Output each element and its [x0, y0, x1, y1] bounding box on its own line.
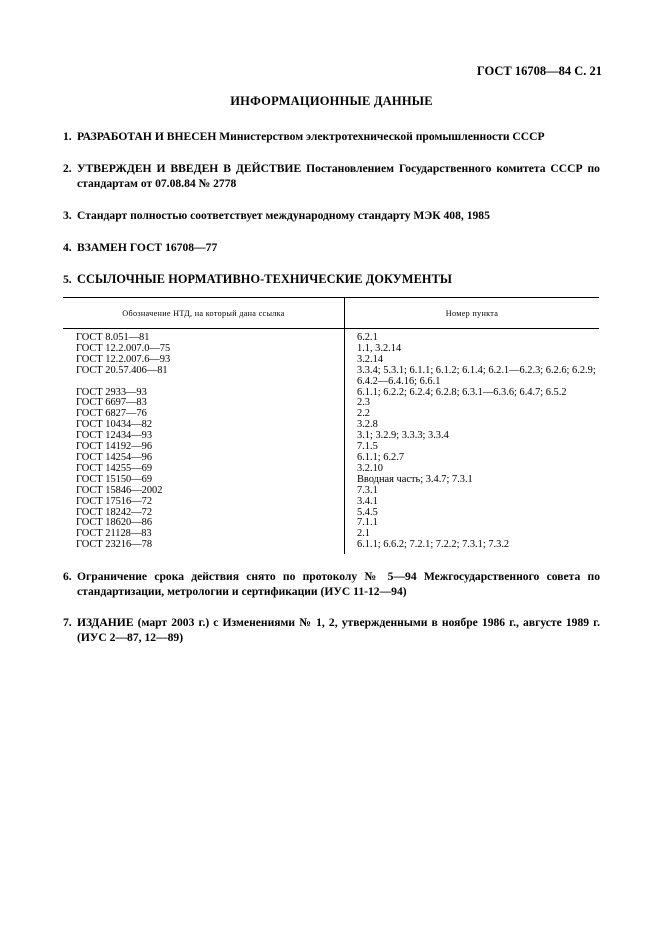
- references-table: [63, 297, 599, 554]
- item-text: Ограничение срока действия снято по протоколу № 5—94 Межгосударственного совета по стандартизации, метрологии и сертификации (ИУС 11-12—94): [77, 570, 600, 599]
- table-row: ГОСТ 15846—2002 7.3.1: [63, 486, 599, 497]
- item-number: 1.: [63, 130, 72, 143]
- table-row: ГОСТ 12.2.007.0—75 1.1, 3.2.14: [63, 344, 599, 355]
- item-text: (март 2003 г.) с Изменениями № 1, 2, утвержденными в ноябре 1986 г., августе 1989 г. (ИУС 2—87, 12—89): [77, 616, 600, 645]
- item-number: 5.: [63, 273, 72, 286]
- table-row: ГОСТ 8.051—81 6.2.1: [63, 329, 599, 344]
- table-row: ГОСТ 18620—86 7.1.1: [63, 518, 599, 529]
- info-item-2: [63, 161, 600, 191]
- info-item-5: [63, 272, 600, 287]
- item-number: 6.: [63, 570, 72, 584]
- info-item-3: [63, 208, 600, 223]
- table-row: ГОСТ 20.57.406—81 3.3.4; 5.3.1; 6.1.1; 6.1.2; 6.1.4; 6.2.1—6.2.3; 6.2.6; 6.2.9; 6.4.2—6.4.16; 6.6.1: [63, 366, 599, 388]
- item-number: 4.: [63, 241, 72, 254]
- table-row: ГОСТ 2933—93 6.1.1; 6.2.2; 6.2.4; 6.2.8; 6.3.1—6.3.6; 6.4.7; 6.5.2: [63, 388, 599, 399]
- item-lead: УТВЕРЖДЕН И ВВЕДЕН В ДЕЙСТВИЕ: [77, 162, 302, 175]
- item-number: 7.: [63, 616, 72, 630]
- table-row: ГОСТ 21128—83 2.1: [63, 529, 599, 540]
- page-header: ГОСТ 16708—84 С. 21: [476, 64, 602, 78]
- table-row: ГОСТ 10434—82 3.2.8: [63, 420, 599, 431]
- table-row: ГОСТ 23216—78 6.1.1; 6.6.2; 7.2.1; 7.2.2; 7.3.1; 7.3.2: [63, 540, 599, 554]
- column-header-clause: Номер пункта: [345, 298, 600, 329]
- info-item-6: [63, 569, 600, 599]
- item-lead: ССЫЛОЧНЫЕ НОРМАТИВНО-ТЕХНИЧЕСКИЕ ДОКУМЕНТЫ: [77, 272, 453, 286]
- table-row: ГОСТ 6827—76 2.2: [63, 409, 599, 420]
- table-row: ГОСТ 15150—69 Вводная часть; 3.4.7; 7.3.1: [63, 475, 599, 486]
- table-row: ГОСТ 12.2.007.6—93 3.2.14: [63, 355, 599, 366]
- item-text: Министерством электротехнической промышленности СССР: [216, 130, 545, 143]
- item-lead: ВЗАМЕН ГОСТ 16708—77: [77, 241, 218, 254]
- table-row: ГОСТ 18242—72 5.4.5: [63, 508, 599, 519]
- item-text: Постановлением Государственного комитета СССР по стандартам от 07.08.84 № 2778: [77, 162, 600, 190]
- table-header-row: [63, 298, 599, 329]
- item-lead: ИЗДАНИЕ: [77, 616, 134, 630]
- table-row: ГОСТ 14192—96 7.1.5: [63, 442, 599, 453]
- info-item-7: [63, 615, 600, 645]
- info-item-4: [63, 240, 600, 255]
- item-lead: РАЗРАБОТАН И ВНЕСЕН: [77, 130, 217, 143]
- item-number: 2.: [63, 162, 72, 175]
- table-row: ГОСТ 14254—96 6.1.1; 6.2.7: [63, 453, 599, 464]
- item-number: 3.: [63, 209, 72, 222]
- table-row: ГОСТ 17516—72 3.4.1: [63, 497, 599, 508]
- column-header-document: Обозначение НТД, на который дана ссылка: [63, 298, 345, 329]
- info-item-1: [63, 129, 600, 144]
- item-text: Стандарт полностью соответствует международному стандарту МЭК 408, 1985: [77, 209, 490, 222]
- page-title: ИНФОРМАЦИОННЫЕ ДАННЫЕ: [230, 94, 433, 108]
- table-row: ГОСТ 6697—83 2.3: [63, 398, 599, 409]
- table-row: ГОСТ 12434—93 3.1; 3.2.9; 3.3.3; 3.3.4: [63, 431, 599, 442]
- table-row: ГОСТ 14255—69 3.2.10: [63, 464, 599, 475]
